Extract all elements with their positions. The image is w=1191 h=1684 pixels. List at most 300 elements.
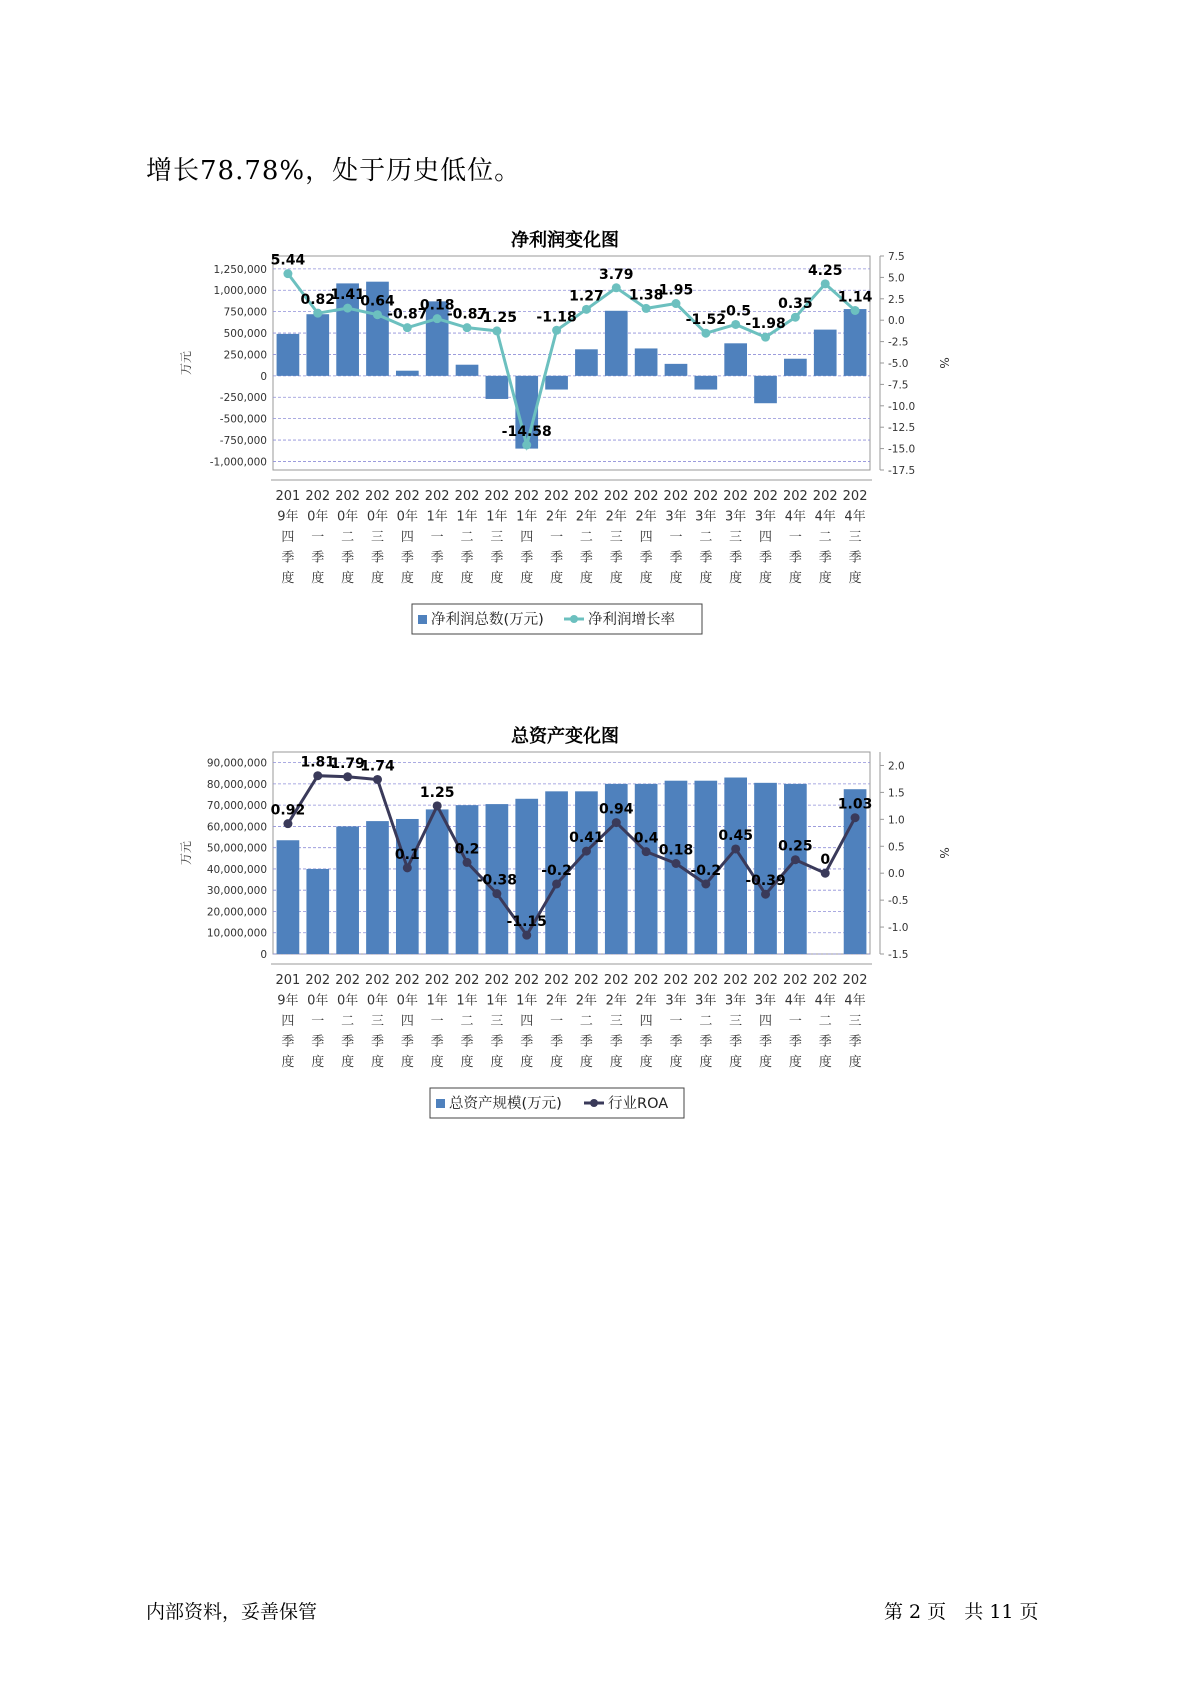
x-tick-label-part: 202	[723, 489, 749, 504]
x-tick-label-part: 1年	[426, 509, 448, 525]
x-tick-label-part: 季	[430, 550, 444, 566]
x-tick-label-part: 201	[275, 973, 301, 988]
x-tick-label-part: 季	[341, 550, 355, 566]
y2-tick-label: 0.0	[888, 868, 905, 881]
data-point	[671, 299, 680, 308]
x-tick-label-part: 三	[729, 530, 743, 545]
x-tick-label-part: 季	[579, 550, 593, 566]
x-tick-label-part: 202	[305, 489, 331, 504]
x-tick-label-part: 1年	[516, 993, 538, 1009]
x-tick-label-part: 季	[669, 1034, 683, 1050]
x-tick-label-part: 202	[753, 489, 778, 504]
x-tick-label-part: 四	[759, 1014, 773, 1029]
x-tick-label	[723, 973, 748, 1070]
x-tick-label	[664, 489, 689, 586]
x-tick-label-part: 度	[729, 1055, 743, 1070]
x-tick-label-part: 3年	[725, 509, 747, 525]
x-tick-label-part: 度	[341, 571, 355, 586]
x-tick-label-part: 度	[759, 1055, 773, 1070]
x-tick-label-part: 季	[311, 550, 325, 566]
legend-label: 行业ROA	[608, 1096, 669, 1112]
data-label: -0.38	[476, 872, 518, 889]
bar	[306, 314, 329, 376]
x-tick-label	[813, 973, 838, 1070]
data-label: 1.79	[330, 755, 365, 772]
x-tick-label-part: 202	[633, 973, 659, 988]
x-tick-label-part: 季	[788, 550, 802, 566]
x-tick-label-part: 季	[729, 1034, 743, 1050]
x-tick-label-part: 202	[842, 489, 868, 504]
x-tick-label-part: 1年	[456, 509, 478, 525]
x-tick-label-part: 四	[520, 1014, 534, 1029]
x-tick-label-part: 3年	[695, 509, 717, 525]
x-tick-label-part: 四	[400, 1014, 414, 1029]
x-tick-label	[634, 973, 659, 1070]
y2-axis-title: %	[937, 847, 951, 859]
x-tick-label-part: 二	[579, 530, 593, 545]
x-tick-label-part: 202	[365, 489, 390, 504]
y2-tick-label: -1.5	[888, 949, 909, 961]
bar	[575, 349, 598, 376]
x-tick-label-part: 202	[603, 973, 629, 988]
x-tick-label-part: 202	[454, 489, 480, 504]
x-tick-label-part: 202	[484, 489, 510, 504]
data-label: 0.35	[778, 296, 813, 313]
x-tick-label-part: 四	[281, 1014, 295, 1029]
x-tick-label-part: 季	[370, 1034, 384, 1050]
data-label: -0.87	[387, 306, 428, 323]
x-tick-label-part: 0年	[366, 993, 389, 1009]
x-tick-label-part: 度	[579, 571, 593, 586]
x-tick-label-part: 1年	[456, 993, 478, 1009]
x-tick-label-part: 0年	[396, 993, 418, 1009]
x-tick-label-part: 9年	[277, 509, 299, 525]
x-tick-label-part: 度	[460, 1055, 474, 1070]
x-tick-label	[484, 973, 509, 1070]
data-label: 1.14	[837, 289, 873, 306]
x-tick-label-part: 202	[424, 489, 450, 504]
y2-tick-label: -12.5	[888, 422, 916, 435]
data-label: -1.18	[536, 309, 577, 326]
x-tick-label-part: 202	[782, 489, 808, 504]
y-tick-label: 1,000,000	[213, 285, 267, 298]
x-tick-label-part: 2年	[575, 993, 598, 1009]
data-label: 0.64	[360, 293, 395, 310]
y-tick-label: 30,000,000	[206, 885, 267, 898]
x-tick-label-part: 三	[370, 530, 384, 545]
x-tick-label-part: 度	[550, 571, 564, 586]
data-label: 1.25	[419, 784, 455, 801]
bar	[426, 809, 449, 954]
data-point	[731, 844, 740, 853]
data-point	[463, 323, 472, 332]
x-tick-label-part: 202	[394, 489, 420, 504]
x-tick-label-part: 度	[788, 1055, 802, 1070]
bar	[724, 343, 747, 376]
x-tick-label-part: 度	[579, 1055, 593, 1070]
bar	[844, 309, 867, 376]
legend-swatch-marker	[590, 1099, 598, 1107]
bar	[396, 371, 419, 376]
x-tick-label-part: 度	[370, 571, 384, 586]
x-tick-label-part: 四	[639, 1014, 653, 1029]
x-tick-label-part: 季	[370, 550, 384, 566]
x-tick-label-part: 202	[514, 973, 540, 988]
x-tick-label	[395, 489, 420, 586]
x-tick-label-part: 季	[281, 550, 295, 566]
x-tick-label-part: 季	[490, 550, 504, 566]
x-tick-label-part: 二	[460, 530, 474, 545]
x-tick-label-part: 1年	[486, 509, 508, 525]
x-tick-label-part: 季	[281, 1034, 295, 1050]
y2-tick-label: -15.0	[888, 443, 916, 456]
x-tick-label-part: 四	[400, 530, 414, 545]
x-tick-label-part: 度	[699, 1055, 713, 1070]
data-point	[433, 801, 442, 810]
bar	[635, 348, 658, 375]
x-tick-label-part: 三	[609, 1014, 623, 1029]
x-tick-label-part: 一	[430, 530, 444, 545]
x-tick-label-part: 3年	[754, 993, 777, 1009]
x-tick-label	[544, 489, 569, 586]
x-tick-label-part: 2年	[605, 509, 627, 525]
x-tick-label-part: 0年	[336, 993, 359, 1009]
data-label: 1.74	[360, 758, 395, 775]
y2-axis-title: %	[937, 357, 951, 369]
x-tick-label-part: 三	[848, 1014, 862, 1029]
x-tick-label-part: 度	[669, 571, 683, 586]
data-label: 0.25	[778, 838, 813, 855]
x-tick-label	[843, 489, 868, 586]
x-tick-label-part: 2年	[605, 993, 627, 1009]
x-tick-label	[753, 489, 778, 586]
legend-label: 净利润增长率	[588, 612, 675, 628]
bar	[754, 783, 777, 954]
legend-label: 总资产规模(万元)	[449, 1096, 562, 1112]
data-point	[283, 269, 292, 278]
x-tick-label-part: 季	[341, 1034, 355, 1050]
x-tick-label-part: 度	[341, 1055, 355, 1070]
x-tick-label	[276, 489, 301, 586]
x-tick-label-part: 季	[520, 550, 534, 566]
x-tick-label-part: 一	[311, 1014, 325, 1029]
x-tick-label-part: 度	[609, 1055, 623, 1070]
y-tick-label: 1,250,000	[213, 263, 267, 276]
x-tick-label-part: 二	[460, 1014, 474, 1029]
data-label: 5.44	[270, 252, 306, 269]
bar	[456, 365, 479, 376]
x-tick-label-part: 季	[400, 1034, 414, 1050]
data-label: -1.98	[745, 316, 786, 333]
data-label: 0.1	[394, 846, 420, 863]
x-tick-label-part: 度	[400, 571, 414, 586]
x-tick-label-part: 度	[669, 1055, 683, 1070]
x-tick-label-part: 二	[818, 1014, 832, 1029]
x-tick-label-part: 202	[335, 489, 361, 504]
y2-tick-label: 2.5	[888, 293, 905, 306]
y-tick-label: 20,000,000	[206, 906, 267, 919]
x-tick-label	[514, 489, 539, 586]
data-point	[612, 818, 621, 827]
data-point	[552, 326, 561, 335]
x-tick-label-part: 度	[400, 1055, 414, 1070]
x-tick-label-part: 201	[275, 489, 301, 504]
x-tick-label-part: 季	[759, 1034, 773, 1050]
x-tick-label-part: 季	[460, 550, 474, 566]
x-tick-label-part: 2年	[635, 509, 657, 525]
data-point	[283, 819, 292, 828]
data-point	[791, 313, 800, 322]
y-tick-label: 40,000,000	[206, 863, 267, 876]
x-tick-label-part: 202	[812, 489, 838, 504]
data-label: 0.18	[419, 297, 455, 314]
x-tick-label-part: 4年	[784, 509, 807, 525]
x-tick-label-part: 季	[848, 550, 862, 566]
x-tick-label-part: 202	[484, 973, 510, 988]
data-point	[403, 863, 412, 872]
x-tick-label-part: 季	[848, 1034, 862, 1050]
x-tick-label	[365, 489, 390, 586]
data-point	[761, 890, 770, 899]
data-label: 1.03	[837, 796, 873, 813]
data-point	[343, 772, 352, 781]
x-tick-label-part: 4年	[784, 993, 807, 1009]
data-point	[851, 306, 860, 315]
x-tick-label-part: 度	[311, 571, 325, 586]
data-label: -1.52	[685, 312, 727, 329]
x-tick-label-part: 四	[520, 530, 534, 545]
x-tick-label	[395, 973, 420, 1070]
data-label: 1.41	[330, 287, 365, 304]
x-tick-label-part: 季	[520, 1034, 534, 1050]
x-tick-label-part: 1年	[426, 993, 448, 1009]
data-point	[463, 858, 472, 867]
bar	[605, 311, 628, 376]
x-tick-label-part: 度	[729, 571, 743, 586]
data-point	[522, 931, 531, 940]
legend-label: 净利润总数(万元)	[431, 612, 544, 628]
x-tick-label-part: 202	[454, 973, 480, 988]
data-label: 1.95	[658, 282, 694, 299]
x-tick-label-part: 202	[603, 489, 629, 504]
x-tick-label-part: 二	[341, 530, 355, 545]
data-label: -0.39	[745, 873, 786, 890]
bar	[336, 826, 359, 954]
x-tick-label-part: 3年	[665, 993, 687, 1009]
x-tick-label-part: 季	[609, 1034, 623, 1050]
y-tick-label: 0	[260, 370, 267, 383]
data-label: 0	[820, 852, 831, 869]
x-tick-label-part: 四	[759, 530, 773, 545]
chart-title: 总资产变化图	[511, 726, 619, 747]
data-label: -0.2	[541, 862, 572, 879]
x-tick-label-part: 3年	[665, 509, 687, 525]
y-axis-title: 万元	[179, 840, 193, 866]
y2-tick-label: -5.0	[888, 358, 909, 370]
x-tick-label-part: 度	[848, 571, 862, 586]
data-point	[731, 320, 740, 329]
data-label: -0.2	[690, 862, 722, 879]
data-point	[642, 304, 651, 313]
x-tick-label-part: 一	[788, 530, 802, 545]
data-point	[403, 323, 412, 332]
x-tick-label-part: 度	[281, 1055, 295, 1070]
data-label: 0.82	[300, 292, 336, 309]
data-label: 0.4	[633, 830, 659, 847]
x-tick-label-part: 4年	[814, 509, 836, 525]
x-tick-label-part: 季	[460, 1034, 474, 1050]
bar	[486, 376, 509, 399]
y-tick-label: -1,000,000	[209, 456, 267, 469]
data-label: -1.25	[476, 309, 518, 326]
bar	[396, 819, 419, 954]
y2-tick-label: 0.0	[888, 315, 905, 328]
data-point	[642, 847, 651, 856]
x-tick-label-part: 一	[311, 530, 325, 545]
data-point	[492, 326, 501, 335]
x-tick-label-part: 202	[693, 489, 719, 504]
x-tick-label-part: 一	[550, 1014, 564, 1029]
bar	[306, 869, 329, 954]
data-label: 3.79	[599, 266, 634, 283]
x-tick-label-part: 季	[311, 1034, 325, 1050]
x-tick-label	[723, 489, 748, 586]
data-point	[313, 771, 322, 780]
x-tick-label	[365, 973, 390, 1070]
bar	[694, 376, 717, 390]
y-tick-label: 70,000,000	[206, 800, 267, 813]
x-tick-label-part: 202	[544, 973, 569, 988]
x-tick-label	[425, 489, 450, 586]
x-tick-label-part: 2年	[635, 993, 657, 1009]
x-tick-label	[843, 973, 868, 1070]
x-tick-label	[544, 973, 569, 1070]
y2-tick-label: 5.0	[888, 272, 905, 285]
x-tick-label-part: 202	[424, 973, 450, 988]
x-tick-label-part: 三	[490, 1014, 504, 1029]
x-tick-label	[455, 489, 480, 586]
x-tick-label-part: 三	[848, 530, 862, 545]
data-label: 0.2	[454, 841, 480, 858]
total-assets-chart-svg	[170, 722, 960, 1172]
bar	[277, 334, 300, 376]
y2-tick-label: -7.5	[888, 379, 909, 392]
data-point	[821, 279, 830, 288]
x-tick-label	[574, 973, 599, 1070]
x-tick-label-part: 2年	[545, 993, 568, 1009]
x-tick-label-part: 一	[788, 1014, 802, 1029]
x-tick-label-part: 季	[699, 1034, 713, 1050]
data-point	[433, 314, 442, 323]
x-tick-label-part: 季	[579, 1034, 593, 1050]
y2-tick-label: 1.0	[888, 814, 905, 827]
data-label: 4.25	[807, 262, 843, 279]
chart-title: 净利润变化图	[511, 230, 619, 251]
x-tick-label-part: 202	[812, 973, 838, 988]
x-tick-label-part: 季	[699, 550, 713, 566]
total-assets-chart	[170, 722, 960, 1172]
x-tick-label-part: 202	[574, 489, 599, 504]
x-tick-label-part: 4年	[844, 993, 866, 1009]
data-label: 0.94	[599, 801, 634, 818]
x-tick-label-part: 一	[550, 530, 564, 545]
x-tick-label-part: 202	[305, 973, 331, 988]
data-point	[373, 310, 382, 319]
x-tick-label-part: 0年	[336, 509, 359, 525]
y-tick-label: -500,000	[219, 413, 267, 426]
x-tick-label-part: 季	[550, 1034, 564, 1050]
y-tick-label: 90,000,000	[206, 757, 267, 770]
x-tick-label-part: 度	[699, 571, 713, 586]
x-tick-label-part: 季	[550, 550, 564, 566]
x-tick-label-part: 三	[490, 530, 504, 545]
x-tick-label	[276, 973, 301, 1070]
x-tick-label-part: 季	[669, 550, 683, 566]
x-tick-label-part: 季	[609, 550, 623, 566]
x-tick-label-part: 度	[311, 1055, 325, 1070]
y-tick-label: 750,000	[223, 306, 267, 319]
x-tick-label-part: 一	[669, 530, 683, 545]
data-label: 0.41	[569, 830, 604, 847]
x-tick-label-part: 度	[490, 571, 504, 586]
x-tick-label-part: 度	[818, 1055, 832, 1070]
x-tick-label-part: 季	[729, 550, 743, 566]
x-tick-label-part: 0年	[307, 509, 329, 525]
x-tick-label	[753, 973, 778, 1070]
data-point	[701, 329, 710, 338]
x-tick-label-part: 季	[400, 550, 414, 566]
x-tick-label-part: 三	[609, 530, 623, 545]
x-tick-label-part: 一	[430, 1014, 444, 1029]
data-point	[851, 813, 860, 822]
x-tick-label-part: 202	[842, 973, 868, 988]
y2-tick-label: 7.5	[888, 251, 905, 263]
bar	[784, 359, 807, 376]
bar	[814, 330, 837, 376]
net-profit-chart-svg	[170, 226, 960, 676]
bar	[545, 376, 568, 390]
x-tick-label-part: 4年	[844, 509, 866, 525]
data-label: 0.45	[718, 827, 753, 844]
x-tick-label	[783, 489, 808, 586]
x-tick-label-part: 季	[639, 1034, 653, 1050]
data-point	[552, 879, 561, 888]
x-tick-label-part: 季	[759, 550, 773, 566]
x-tick-label	[305, 973, 330, 1070]
y2-tick-label: 1.5	[888, 787, 905, 800]
y-tick-label: 10,000,000	[206, 927, 267, 940]
x-tick-label-part: 2年	[575, 509, 598, 525]
x-tick-label-part: 四	[281, 530, 295, 545]
y2-tick-label: -10.0	[888, 400, 916, 413]
x-tick-label-part: 二	[818, 530, 832, 545]
x-tick-label-part: 度	[848, 1055, 862, 1070]
data-point	[671, 859, 680, 868]
bar	[456, 805, 479, 954]
x-tick-label-part: 3年	[754, 509, 777, 525]
x-tick-label-part: 季	[490, 1034, 504, 1050]
data-label: -0.5	[720, 303, 751, 320]
x-tick-label-part: 度	[490, 1055, 504, 1070]
x-tick-label-part: 202	[723, 973, 749, 988]
y-tick-label: 80,000,000	[206, 778, 267, 791]
x-tick-label	[813, 489, 838, 586]
x-tick-label-part: 二	[341, 1014, 355, 1029]
x-tick-label	[425, 973, 450, 1070]
data-label: -14.58	[501, 424, 552, 441]
x-tick-label	[455, 973, 480, 1070]
x-tick-label	[335, 973, 360, 1070]
